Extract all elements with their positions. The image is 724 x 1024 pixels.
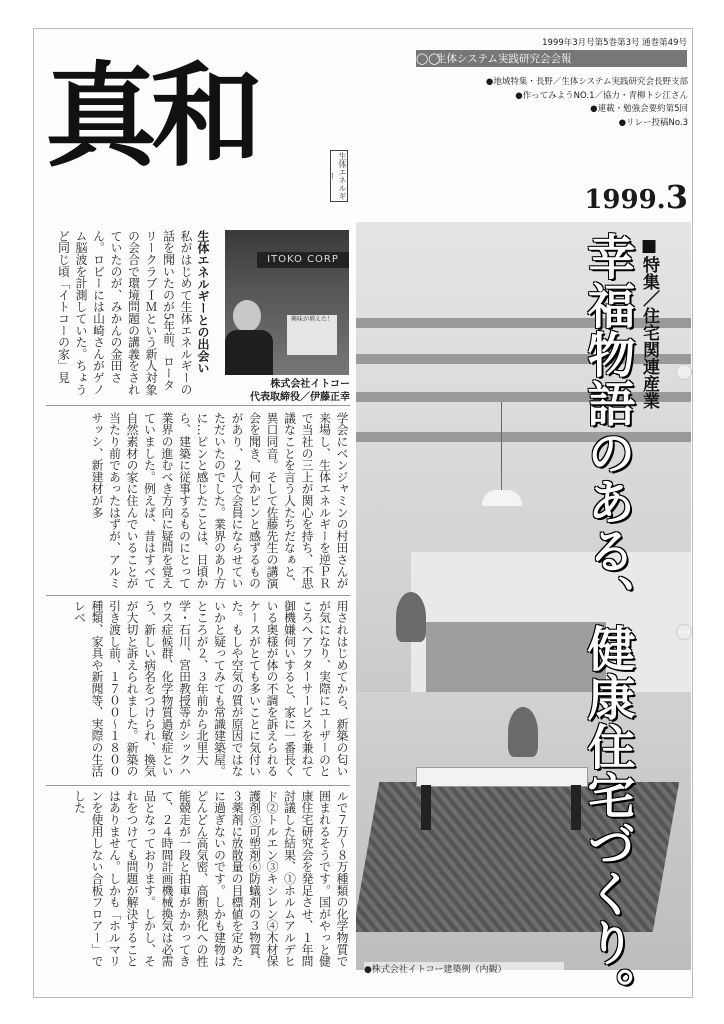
column-divider	[46, 405, 350, 406]
article-column-4: ルで７万〜８万種類の化学物質で囲まれるそうです。国がやっと健康住宅研究会を発足させ、１年間討議した結果、①ホルムアルデヒド②トルエン③キシレン④木材保護剤⑤可塑剤⑥防蟻剤の３物質、３薬剤に放散量の目標値を定めたに過ぎないのです。しかも建物はどんどん高気密、高断熱化への性能競走が一段と拍車がかかってきて、２４時間計画機械換気は必需品となっております。しかし、それをつけても問題が解決することはありません。しかも「ホルマリンを使用しない合板フロアー」でした	[72, 790, 349, 967]
portrait-person: 代表取締役／伊藤正幸	[250, 392, 350, 403]
storefront-sign: ITOKO CORP	[257, 252, 349, 268]
column-divider	[46, 595, 350, 596]
photo-caption: ●株式会社イトコー建築例（内観）	[364, 962, 564, 975]
binder-hole-icon	[676, 624, 692, 640]
issue-date	[568, 178, 688, 216]
potted-plant-icon	[508, 707, 538, 757]
publication-name: 生体システム実践研究会会報	[436, 53, 572, 65]
contents-item: ●リレー投稿No.3	[618, 117, 688, 128]
feature-headline: 幸福物語のある、健康住宅づくり。	[579, 232, 635, 1016]
contents-item: ●地域特集・長野／生体システム実践研究会長野支部	[485, 77, 688, 87]
low-table	[416, 767, 588, 787]
table-leg	[421, 785, 431, 830]
masthead-seal: 生体エネルギー	[328, 152, 347, 200]
article-column-1: 私がはじめて生体エネルギーの話を聞いたのが5年前、ロータリークラブＩＭという新人対象の会合で環境問題の講義をされていたのが、みかんの金田さん。ロビーには山崎さんがゲノム脳波を計測していた。ちょうど同じ頃「イトコーの家」見	[56, 230, 193, 396]
portrait-caption	[226, 378, 350, 404]
contents-item: ●連載・勉強会要約第5回	[590, 104, 688, 114]
portrait-photo	[225, 230, 349, 375]
contents-item: ●作ってみようNO.1／協力・青柳トシ江さん	[515, 90, 688, 101]
binder-hole-icon	[676, 364, 692, 380]
poster: 興味が増えた！	[287, 315, 337, 355]
issue-info: 1999年3月号第5巻第3号 通巻第49号	[542, 38, 687, 48]
publication-logo-icon: ◯◯	[416, 52, 441, 65]
feature-label: ■特集／住宅関連産業	[639, 236, 659, 409]
contents-list	[430, 76, 688, 130]
issue-year: 1999.	[584, 185, 666, 215]
potted-plant-icon	[396, 592, 426, 642]
portrait-company: 株式会社イトコー	[270, 379, 350, 390]
article-subhead: 生体エネルギーとの出会い	[196, 230, 210, 374]
column-divider	[46, 785, 350, 786]
person-body	[225, 330, 273, 375]
person-head	[233, 300, 261, 332]
issue-month: 3	[665, 178, 688, 216]
pendant-lamp-icon	[482, 490, 522, 506]
article-column-2: 学会にベンジャミンの村田さんが来場し、生体エネルギーを逆ＰＲで当社の三上が関心を持ち、不思議なことを言う人たちだなぁと、異口同音。そして佐藤先生の講演会を聞き、何かピンと感ずるものがあり、２人で会員にならせていただいたのでした。業界のあり方に…ピンと感じたことは、日頃から、建築に従事するものにとって業界の進むべき方向に疑問を覚えていました。例えば、昔はすべて自然素材の家に住んでいることが当たり前であったはずが、アルミサッシ、新建材が多	[90, 412, 349, 589]
article-column-3: 用されはじめてから、新築の匂いが気になり、実際にユーザーのところへアフターサービスを兼ねて御機嫌伺いすると、家に一番長くいる奥様が体の不調を訴えられるケースがとても多いことに気付いた。もしや空気の質が原因ではないかと疑ってみても常識建築屋。ところが２、３年前から北里大学・石川、宮田教授等がシックハウス症候群、化学物質過敏症という、新しい病名をつけられ、換気が大切と訴えられました。新築の引き渡し前、１７００〜１８００種類、家具や新聞等、実際の生活レベ	[72, 600, 349, 777]
publication-bar	[416, 50, 687, 67]
masthead-title: 真和	[45, 51, 257, 182]
lamp-cord	[501, 402, 502, 492]
